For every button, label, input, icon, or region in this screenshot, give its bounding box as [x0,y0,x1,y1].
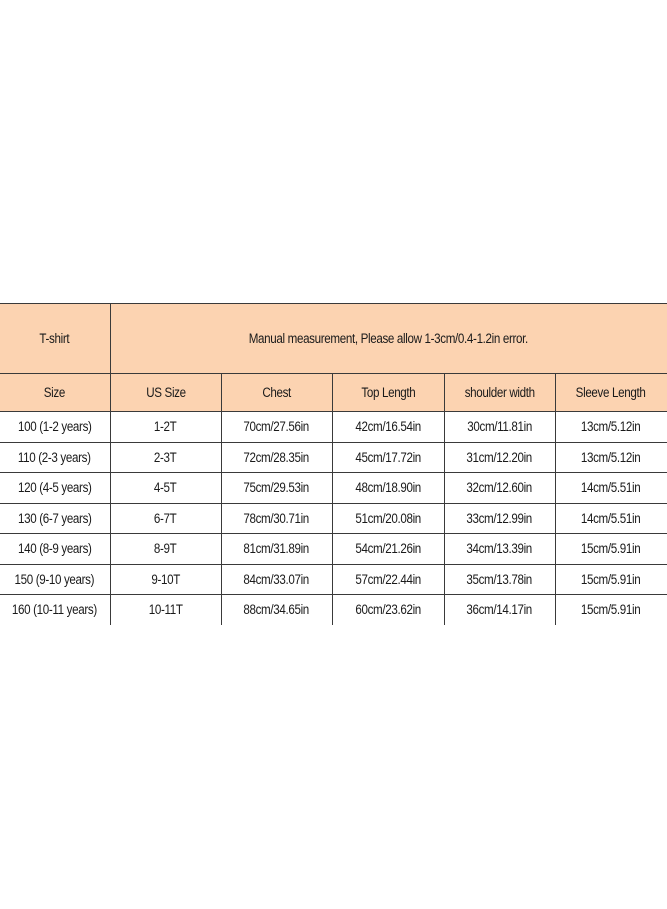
us-size-cell: 6-7T [110,503,221,534]
size-cell: 120 (4-5 years) [0,473,110,504]
chest-cell: 88cm/34.65in [221,595,332,625]
top-length-cell: 54cm/21.26in [332,534,444,565]
product-type-label: T-shirt [39,331,70,346]
chest-cell: 75cm/29.53in [221,473,332,504]
size-cell: 150 (9-10 years) [0,564,110,595]
shoulder-width-cell: 31cm/12.20in [444,442,555,473]
chest-cell: 84cm/33.07in [221,564,332,595]
top-length-cell: 42cm/16.54in [332,412,444,443]
shoulder-width-cell: 34cm/13.39in [444,534,555,565]
shoulder-width-cell: 30cm/11.81in [444,412,555,443]
size-chart-table [0,303,667,625]
header-chest: Chest [221,374,332,412]
size-cell: 100 (1-2 years) [0,412,110,443]
sleeve-length-cell: 15cm/5.91in [555,564,667,595]
top-length-cell: 60cm/23.62in [332,595,444,625]
sleeve-length-cell: 14cm/5.51in [555,503,667,534]
us-size-cell: 8-9T [110,534,221,565]
top-length-cell: 48cm/18.90in [332,473,444,504]
us-size-cell: 1-2T [110,412,221,443]
chest-cell: 78cm/30.71in [221,503,332,534]
table-row [0,564,667,595]
header-us-size: US Size [110,374,221,412]
table-row [0,412,667,443]
sleeve-length-cell: 13cm/5.12in [555,412,667,443]
measurement-note-cell [110,304,667,374]
size-cell: 110 (2-3 years) [0,442,110,473]
measurement-note: Manual measurement, Please allow 1-3cm/0.4-1.2in error. [248,331,529,346]
shoulder-width-cell: 33cm/12.99in [444,503,555,534]
shoulder-width-cell: 36cm/14.17in [444,595,555,625]
sleeve-length-cell: 15cm/5.91in [555,595,667,625]
header-size: Size [0,374,110,412]
us-size-cell: 2-3T [110,442,221,473]
us-size-cell: 10-11T [110,595,221,625]
top-length-cell: 57cm/22.44in [332,564,444,595]
header-sleeve-length: Sleeve Length [555,374,667,412]
chest-cell: 81cm/31.89in [221,534,332,565]
size-cell: 140 (8-9 years) [0,534,110,565]
header-top-length: Top Length [332,374,444,412]
sleeve-length-cell: 15cm/5.91in [555,534,667,565]
size-cell: 130 (6-7 years) [0,503,110,534]
sleeve-length-cell: 13cm/5.12in [555,442,667,473]
table-row [0,442,667,473]
product-type-cell [0,304,110,374]
title-row [0,304,667,374]
sleeve-length-cell: 14cm/5.51in [555,473,667,504]
shoulder-width-cell: 35cm/13.78in [444,564,555,595]
table-row [0,595,667,625]
column-header-row [0,374,667,412]
us-size-cell: 9-10T [110,564,221,595]
table-row [0,534,667,565]
us-size-cell: 4-5T [110,473,221,504]
shoulder-width-cell: 32cm/12.60in [444,473,555,504]
top-length-cell: 45cm/17.72in [332,442,444,473]
top-length-cell: 51cm/20.08in [332,503,444,534]
size-cell: 160 (10-11 years) [0,595,110,625]
header-shoulder-width: shoulder width [444,374,555,412]
table-row [0,503,667,534]
chest-cell: 72cm/28.35in [221,442,332,473]
table-row [0,473,667,504]
chest-cell: 70cm/27.56in [221,412,332,443]
